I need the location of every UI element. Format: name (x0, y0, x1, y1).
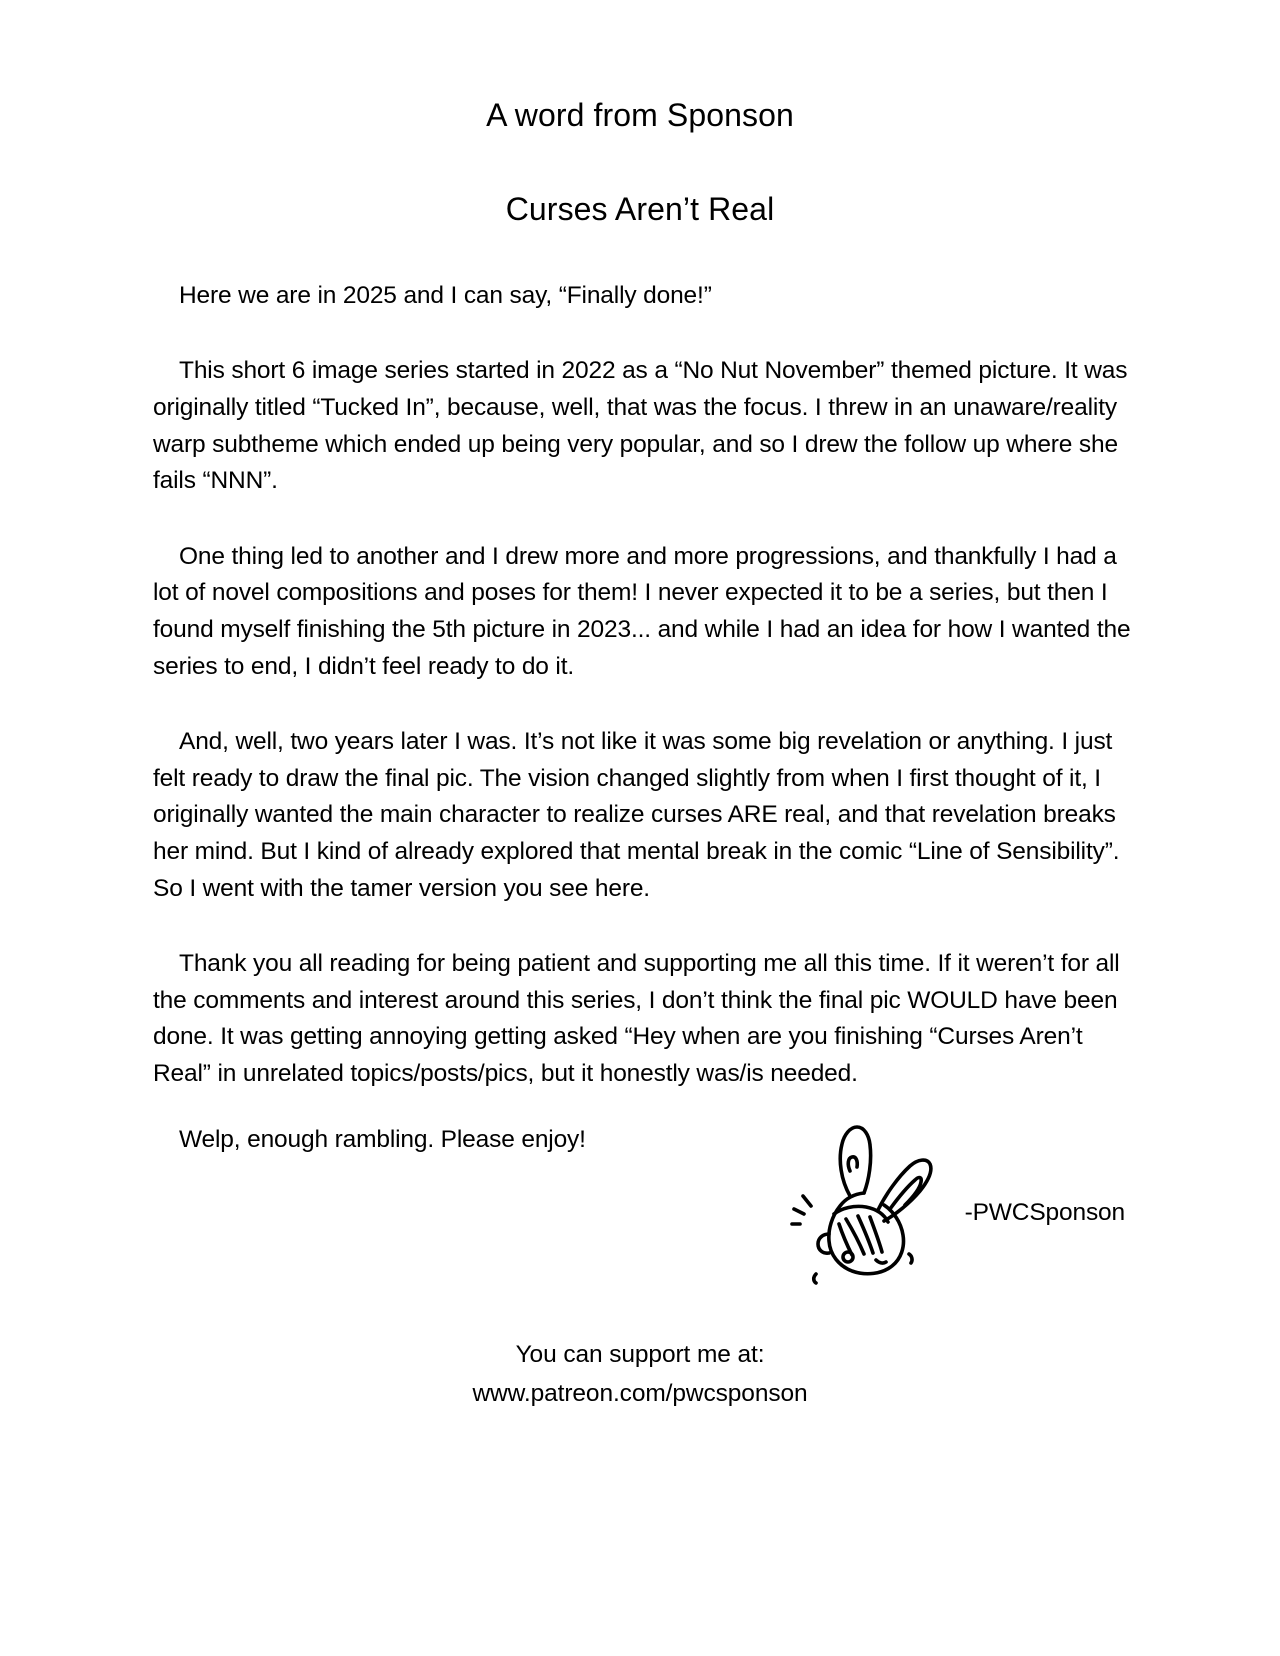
signature-name: -PWCSponson (964, 1199, 1125, 1227)
bunny-character-sketch-icon (780, 1114, 960, 1289)
title-block (0, 0, 1280, 229)
footer (0, 1335, 1280, 1413)
paragraph-1: Here we are in 2025 and I can say, “Finally done!” (179, 281, 712, 309)
closing-line: Welp, enough rambling. Please enjoy! (179, 1126, 586, 1154)
signature-row (153, 1114, 1135, 1299)
page-title: A word from Sponson (486, 97, 794, 133)
paragraph-3: One thing led to another and I drew more and more progressions, and thankfully I had a lot of novel compositions and poses for them! I never expected it to be a series, but then I found myself finishing the 5th picture in 2023... and while I had an idea for how I wanted the series to end, I didn’t feel ready to do it. (153, 542, 1131, 680)
paragraph-2: This short 6 image series started in 2022 as a “No Nut November” themed picture. It was originally titled “Tucked In”, because, well, that was the focus. I threw in an unaware/reality warp subtheme which ended up being very popular, and so I drew the follow up where she fails “NNN”. (153, 357, 1128, 495)
support-label: You can support me at: (515, 1341, 765, 1369)
document-body (145, 278, 1135, 1300)
paragraph-4: And, well, two years later I was. It’s not like it was some big revelation or anything. I just felt ready to draw the final pic. The vision changed slightly from when I first thought of it, I originally wanted the main character to realize curses ARE real, and that revelation breaks her mind. But I kind of already explored that mental break in the comic “Line of Sensibility”. So I went with the tamer version you see here. (153, 728, 1120, 902)
paragraph-5: Thank you all reading for being patient and supporting me all this time. If it weren’t for all the comments and interest around this series, I don’t think the final pic WOULD have been done. It was getting annoying getting asked “Hey when are you finishing “Curses Aren’t Real” in unrelated topics/posts/pics, but it honestly was/is needed. (153, 950, 1120, 1087)
page-subtitle: Curses Aren’t Real (505, 191, 775, 228)
support-url[interactable]: www.patreon.com/pwcsponson (472, 1380, 808, 1408)
